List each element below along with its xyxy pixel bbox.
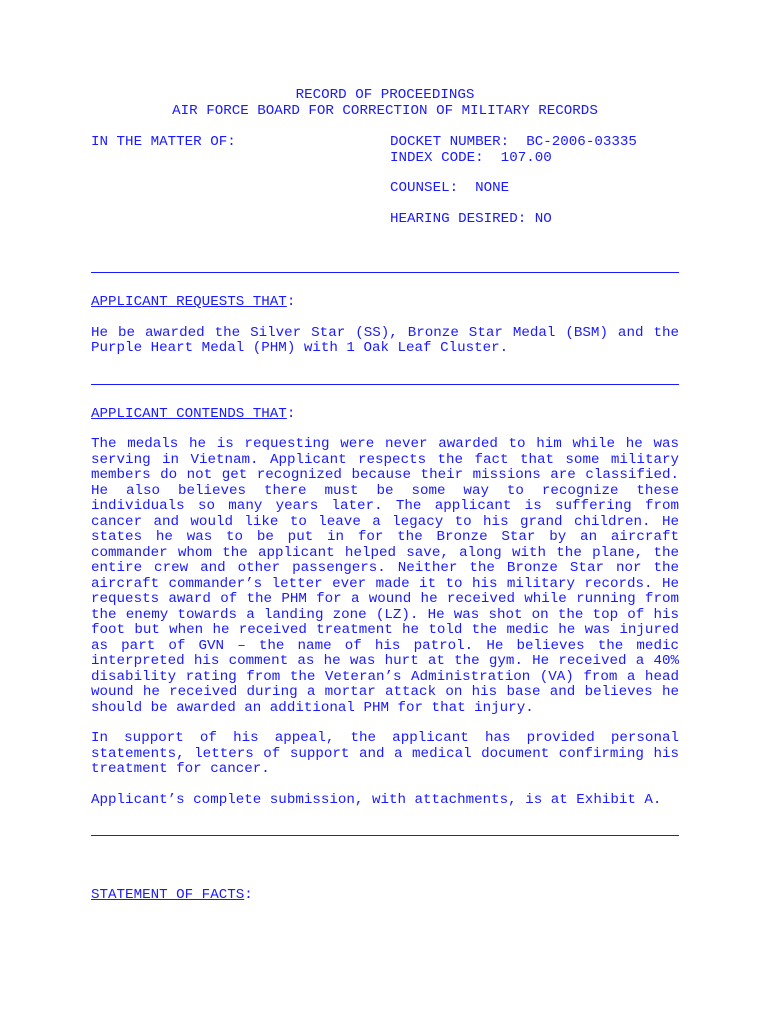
hearing-desired: HEARING DESIRED: NO — [390, 210, 552, 227]
requests-text: He be awarded the Silver Star (SS), Bronze Star Medal (BSM) and the Purple Heart Medal (PHM) with 1 Oak Leaf Cluster. — [91, 324, 679, 356]
contends-paragraph-3: Applicant’s complete submission, with attachments, is at Exhibit A. — [91, 791, 662, 808]
divider — [91, 272, 679, 273]
contends-heading: APPLICANT CONTENDS THAT — [91, 405, 287, 422]
divider — [91, 835, 679, 836]
case-header — [91, 135, 679, 245]
contends-heading-line: APPLICANT CONTENDS THAT: — [91, 405, 296, 422]
doc-title: RECORD OF PROCEEDINGS — [295, 87, 475, 103]
index-code: INDEX CODE: 107.00 — [390, 149, 552, 166]
counsel: COUNSEL: NONE — [390, 180, 510, 196]
in-matter-of-label: IN THE MATTER OF: — [91, 134, 236, 150]
case-details — [390, 135, 637, 227]
requests-heading-line: APPLICANT REQUESTS THAT: — [91, 294, 296, 310]
requests-heading: APPLICANT REQUESTS THAT — [91, 294, 287, 310]
divider — [91, 384, 679, 385]
contends-paragraph-1: The medals he is requesting were never awarded to him while he was serving in Vietnam. Applicant respects the fact that some military members do not get recognized because their missions are classified. He also believes there must be some way to recognize these individuals so many years later. The applicant is suffering from cancer and would like to leave a legacy to his grand children. He states he was to be put in for the Bronze Star by an aircraft commander whom the applicant helped save, along with the plane, the entire crew and other passengers. Neither the Bronze Star nor the aircraft commander’s letter ever made it to his military records. He requests award of the PHM for a wound he received while running from the enemy towards a landing zone (LZ). He was shot on the top of his foot but when he received treatment he told the medic he was injured as part of GVN – the name of his patrol. He believes the medic interpreted his comment as he was hurt at the gym. He received a 40% disability rating from the Veteran’s Administration (VA) from a head wound he received during a mortar attack on his base and believes he should be awarded an additional PHM for that injury. — [91, 436, 679, 716]
docket-number: DOCKET NUMBER: BC-2006-03335 — [390, 134, 637, 150]
document-page — [91, 88, 679, 904]
facts-heading: STATEMENT OF FACTS — [91, 887, 245, 903]
facts-heading-line: STATEMENT OF FACTS: — [91, 887, 253, 903]
doc-subtitle: AIR FORCE BOARD FOR CORRECTION OF MILITARY RECORDS — [172, 102, 598, 119]
contends-paragraph-2: In support of his appeal, the applicant has provided personal statements, letters of support and a medical document confirming his treatment for cancer. — [91, 730, 679, 777]
